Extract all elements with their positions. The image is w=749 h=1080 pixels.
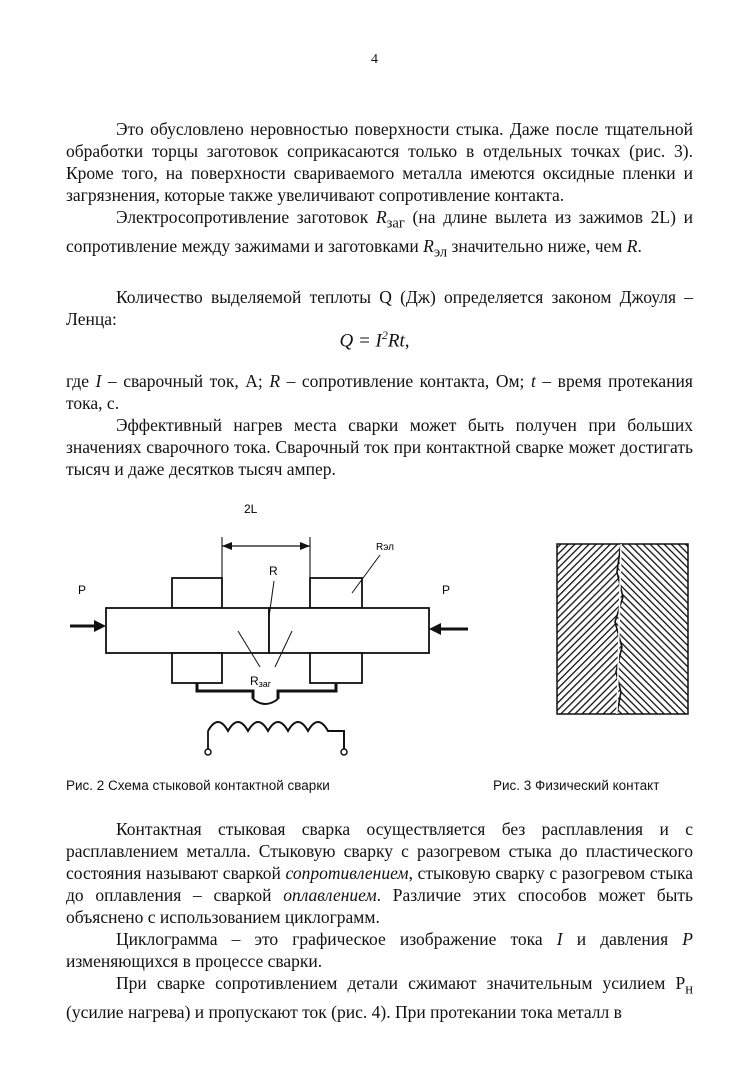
label-2l: 2L — [244, 502, 258, 516]
label-rel: Rэл — [376, 542, 394, 553]
joule-lenz-formula: $Q = I^2Rt$, — [339, 328, 410, 352]
figure-2-butt-welding-scheme — [60, 495, 480, 765]
paragraph-2: Электросопротивление заготовок $R_{заг}$ (на длине вылета из зажимов 2L) и сопротивление между зажимами и заготовками $R_{эл}$ значительно ниже, чем R. — [66, 207, 693, 260]
label-rzag: Rзаг — [250, 674, 272, 689]
paragraph-4: где I – сварочный ток, А; R – сопротивление контакта, Ом; t – время протекания тока, с. — [66, 371, 693, 413]
paragraph-3: Количество выделяемой теплоты Q (Дж) определяется законом Джоуля –Ленца: — [66, 287, 693, 329]
paragraph-7: Циклограмма – это графическое изображение тока I и давления P изменяющихся в процессе сварки. — [66, 929, 693, 971]
figure-2-caption: Рис. 2 Схема стыковой контактной сварки — [66, 778, 330, 793]
page-number: 4 — [371, 52, 378, 67]
label-p-right: P — [442, 583, 451, 597]
paragraph-5: Эффективный нагрев места сварки может быть получен при больших значениях сварочного тока. Сварочный ток при контактной сварке может достигать тысяч и даже десятков тысяч ампер. — [66, 415, 693, 479]
paragraph-1: Это обусловлено неровностью поверхности стыка. Даже после тщательной обработки торцы заготовок соприкасаются только в отдельных точках (рис. 3). Кроме того, на поверхности свариваемого металла имеются оксидные пленки и загрязнения, которые также увеличивают сопротивление контакта. — [66, 119, 693, 205]
paragraph-8: При сварке сопротивлением детали сжимают значительным усилием $P_н$ (усилие нагрева) и пропускают ток (рис. 4). При протекании тока металл в — [66, 973, 693, 1022]
figure-3-physical-contact — [555, 542, 690, 717]
figure-3-caption: Рис. 3 Физический контакт — [493, 778, 660, 793]
label-p-left: P — [78, 583, 87, 597]
paragraph-6: Контактная стыковая сварка осуществляется без расплавления и с расплавлением металла. Стыковую сварку с разогревом стыка до пластического состояния называют сваркой сопротивлением, стыковую сварку с разогревом стыка до оплавления – сваркой оплавлением. Различие этих способов может быть объяснено с использованием циклограмм. — [66, 819, 693, 927]
label-r: R — [269, 564, 278, 578]
